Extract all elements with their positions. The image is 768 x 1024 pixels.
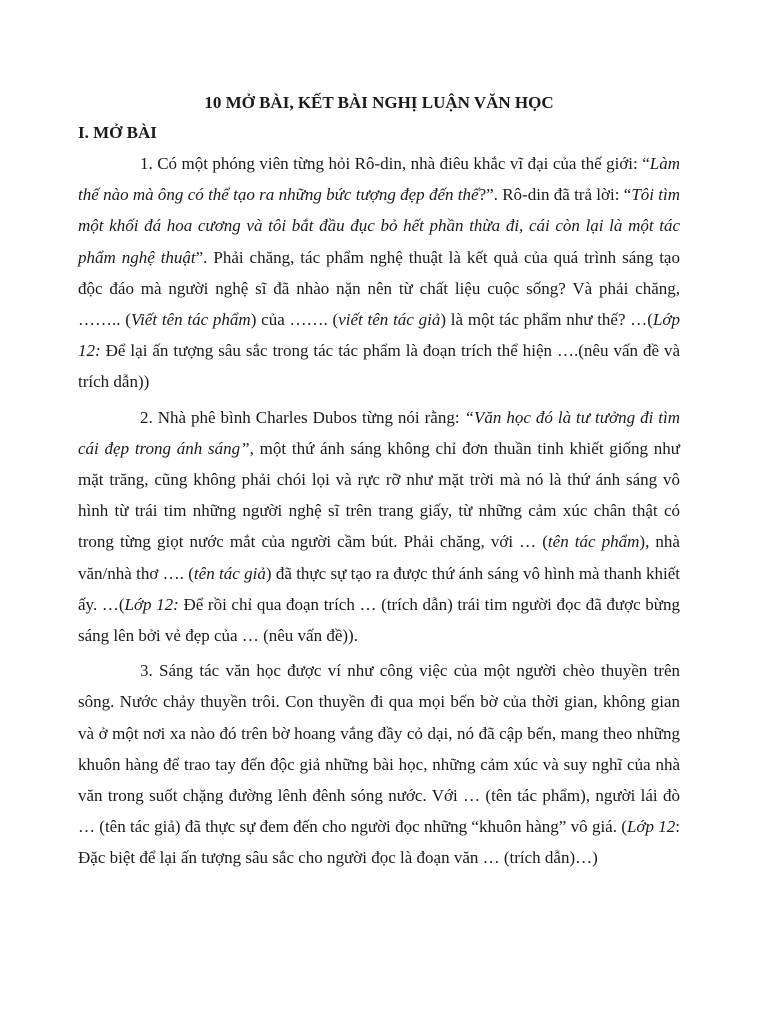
paragraph-2-text: 2. Nhà phê bình Charles Dubos từng nói rằng: [140,407,465,427]
paragraph-1-text: ) là một tác phẩm như thế? …( [440,310,653,330]
paragraph-1-text: 1. Có một phóng viên từng hỏi Rô-din, nhà điêu khắc vĩ đại của thế giới: “ [140,154,650,173]
paragraph-1-text: ) của ……. ( [250,310,339,330]
placeholder-work-title: Viết tên tác phẩm [130,310,251,330]
placeholder-work-title: tên tác phẩm [547,532,640,552]
quote-reporter-question: Làm thế nào mà ông có thể tạo ra những bức tượng đẹp đến thế [78,154,680,205]
section-heading: I. MỞ BÀI [78,123,157,142]
paragraph-2-text: ), nhà văn/nhà thơ …. ( [78,532,680,583]
paragraph-3-text: 3. Sáng tác văn học được ví như công việc của một người chèo thuyền trên sông. Nước chảy thuyền trôi. Con thuyền đi qua mọi bến bờ của thời gian, không gian và ở một nơi xa nào đó trên bờ hoang vắng đầy cỏ dại, nó đã cập bến, mang theo những khuôn hàng để trao tay đến độc giả những bài học, những cảm xúc và suy nghĩ của nhà văn trong suốt chặng đường lênh đênh sóng nước. Với … (tên tác phẩm), người lái đò … (tên tác giả) đã thực sự đem đến cho người đọc những “khuôn hàng” vô giá. ( [78,661,680,837]
paragraph-2-text: Để rồi chỉ qua đoạn trích … (trích dẫn) trái tim người đọc đã được bừng sáng lên bởi vẻ đẹp của … (nêu vấn đề)). [78,594,680,646]
paragraph-1-text: ?”. Rô-din đã trả lời: “ [478,185,632,205]
grade-label: Lớp 12 [626,817,676,837]
paragraph-3-text: : Đặc biệt để lại ấn tượng sâu sắc cho người đọc là đoạn văn … (trích dẫn)…) [78,817,680,868]
placeholder-author-name: viết tên tác giả [338,310,441,330]
placeholder-author-name: tên tác giả [193,563,266,583]
paragraph-1-text: ”. Phải chăng, tác phẩm nghệ thuật là kết quả của quá trình sáng tạo độc đáo mà người nghệ sĩ đã nhào nặn nên từ chất liệu cuộc sống? Và phải chăng, …….. ( [78,247,680,330]
grade-label: Lớp 12: [124,594,179,614]
document-title: 10 MỞ BÀI, KẾT BÀI NGHỊ LUẬN VĂN HỌC [204,93,554,112]
paragraph-2-text: , một thứ ánh sáng không chỉ đơn thuần tinh khiết giống như mặt trăng, cũng không phải chói lọi và rực rỡ như mặt trời mà nó là thứ ánh sáng vô hình từ trái tim những người nghệ sĩ trên trang giấy, từ những cảm xúc chân thật có trong từng giọt nước mắt của người cầm bút. Phải chăng, với … ( [78,438,680,552]
quote-rodin-answer: Tôi tìm một khối đá hoa cương và tôi bắt đầu đục bỏ hết phần thừa đi, cái còn lại là một tác phẩm nghệ thuật [78,185,681,267]
paragraph-2 [78,402,680,652]
paragraph-2-text: ) đã thực sự tạo ra được thứ ánh sáng vô hình mà thanh khiết ấy. …( [78,563,681,614]
quote-dubos: “Văn học đó là tư tưởng đi tìm cái đẹp trong ánh sáng” [78,407,680,458]
paragraph-3 [78,655,680,873]
paragraph-1 [78,148,680,398]
grade-label: Lớp 12: [78,310,680,361]
paragraph-1-text: Để lại ấn tượng sâu sắc trong tác tác phẩm là đoạn trích thể hiện ….(nêu vấn đề và trích dẫn)) [78,341,680,392]
